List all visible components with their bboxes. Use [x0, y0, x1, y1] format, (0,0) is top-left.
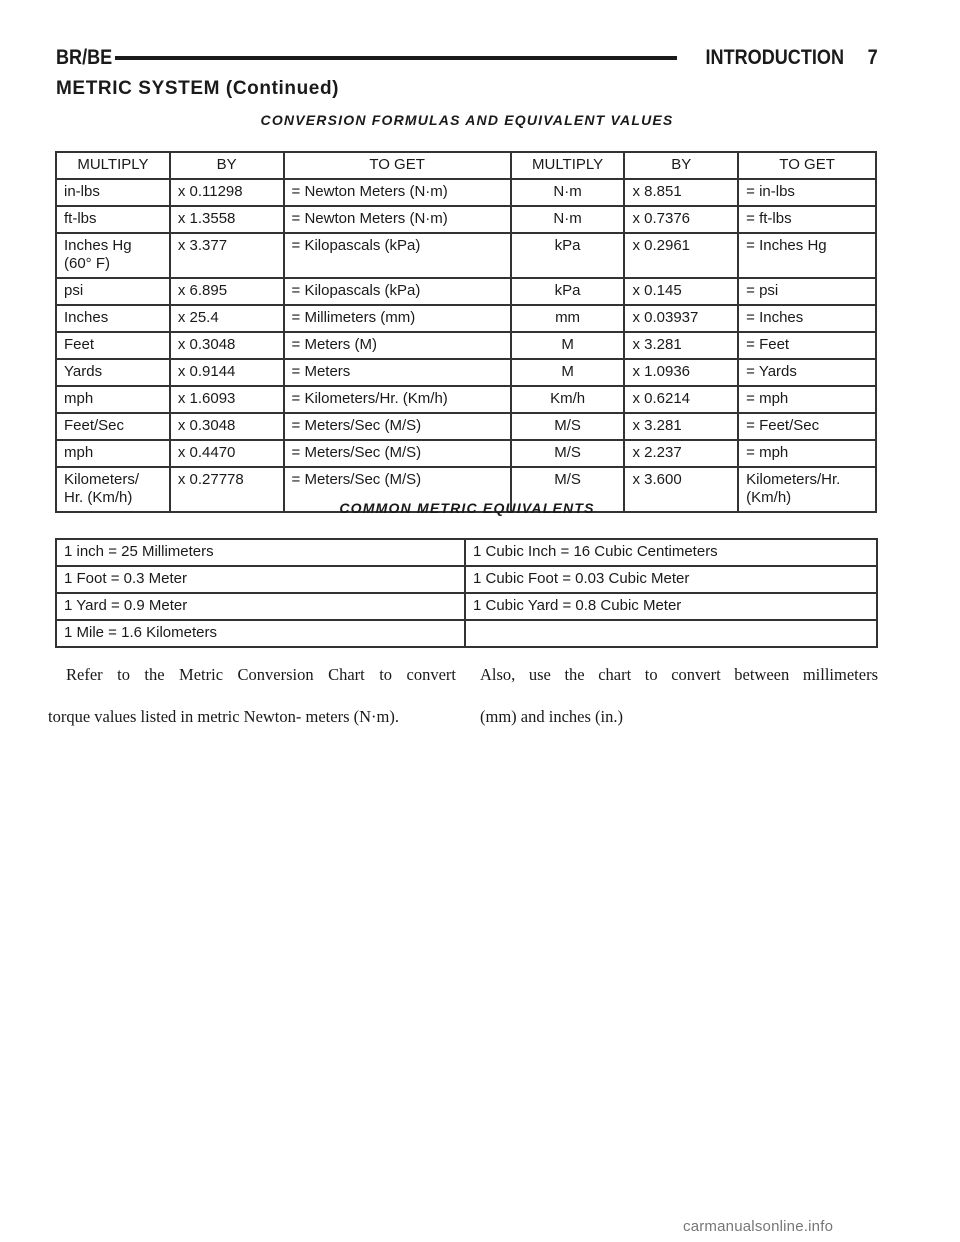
table-cell: M/S [511, 467, 625, 512]
table-cell: = Newton Meters (N·m) [284, 206, 511, 233]
table-cell: x 0.03937 [624, 305, 738, 332]
column-header: MULTIPLY [511, 152, 625, 179]
column-header: BY [170, 152, 284, 179]
conversion-table-header-row [56, 152, 876, 179]
table-cell: 1 Cubic Yard = 0.8 Cubic Meter [465, 593, 877, 620]
table-row [56, 206, 876, 233]
page-header [56, 42, 878, 74]
body-line: Refer to the Metric Conversion Chart to convert [66, 665, 456, 684]
table-cell: x 6.895 [170, 278, 284, 305]
table-cell: x 2.237 [624, 440, 738, 467]
table-cell: = Meters [284, 359, 511, 386]
table-cell: = Inches [738, 305, 876, 332]
table-cell: Inches [56, 305, 170, 332]
table-cell: M/S [511, 440, 625, 467]
table-row [56, 620, 877, 647]
table-cell: x 1.0936 [624, 359, 738, 386]
table-cell: = Newton Meters (N·m) [284, 179, 511, 206]
table-cell: = Meters (M) [284, 332, 511, 359]
table-cell: x 0.6214 [624, 386, 738, 413]
body-line: torque values listed in metric Newton- meters (N·m). [48, 707, 399, 726]
table-cell: 1 Cubic Inch = 16 Cubic Centimeters [465, 539, 877, 566]
table-row [56, 440, 876, 467]
table-cell: Inches Hg (60° F) [56, 233, 170, 278]
table-cell: x 0.4470 [170, 440, 284, 467]
table-cell: x 0.3048 [170, 413, 284, 440]
body-line: (mm) and inches (in.) [480, 707, 623, 726]
table-row [56, 305, 876, 332]
common-equivalents-table [55, 538, 878, 648]
body-paragraph-right [480, 664, 878, 727]
table-cell: x 0.145 [624, 278, 738, 305]
table-row [56, 179, 876, 206]
table-cell: = Millimeters (mm) [284, 305, 511, 332]
header-page-number: 7 [867, 46, 878, 69]
table-cell: Feet/Sec [56, 413, 170, 440]
common-table-title: COMMON METRIC EQUIVALENTS [339, 500, 595, 516]
table-cell: = Feet/Sec [738, 413, 876, 440]
table-cell: ft-lbs [56, 206, 170, 233]
table-cell: x 1.3558 [170, 206, 284, 233]
table-cell: 1 Mile = 1.6 Kilometers [56, 620, 465, 647]
table-cell: Km/h [511, 386, 625, 413]
body-line: Also, use the chart to convert between millimeters [480, 665, 878, 684]
body-paragraph-left [48, 664, 456, 727]
table-cell: = in-lbs [738, 179, 876, 206]
table-cell: = Kilopascals (kPa) [284, 278, 511, 305]
table-cell: = mph [738, 386, 876, 413]
table-cell: = Yards [738, 359, 876, 386]
conversion-table-title: CONVERSION FORMULAS AND EQUIVALENT VALUES [260, 112, 674, 128]
table-cell [465, 620, 877, 647]
column-header: BY [624, 152, 738, 179]
table-cell: Feet [56, 332, 170, 359]
table-cell: x 0.27778 [170, 467, 284, 512]
table-row [56, 278, 876, 305]
table-cell: = Meters/Sec (M/S) [284, 440, 511, 467]
conversion-table [55, 151, 877, 513]
table-cell: x 3.377 [170, 233, 284, 278]
header-rule [115, 56, 677, 60]
table-cell: 1 Cubic Foot = 0.03 Cubic Meter [465, 566, 877, 593]
column-header: MULTIPLY [56, 152, 170, 179]
table-row [56, 593, 877, 620]
table-cell: = psi [738, 278, 876, 305]
table-cell: x 25.4 [170, 305, 284, 332]
header-model: BR/BE [56, 46, 113, 69]
table-cell: x 3.600 [624, 467, 738, 512]
table-row [56, 233, 876, 278]
table-cell: 1 inch = 25 Millimeters [56, 539, 465, 566]
table-cell: x 1.6093 [170, 386, 284, 413]
table-cell: Kilometers/Hr. (Km/h) [738, 467, 876, 512]
column-header: TO GET [284, 152, 511, 179]
table-cell: Kilometers/ Hr. (Km/h) [56, 467, 170, 512]
table-cell: x 0.7376 [624, 206, 738, 233]
table-cell: x 3.281 [624, 332, 738, 359]
table-cell: mph [56, 386, 170, 413]
table-cell: 1 Yard = 0.9 Meter [56, 593, 465, 620]
footer-watermark: carmanualsonline.info [683, 1218, 834, 1235]
table-row [56, 539, 877, 566]
header-chapter: INTRODUCTION [705, 46, 845, 69]
table-cell: = Feet [738, 332, 876, 359]
table-row [56, 359, 876, 386]
table-cell: mph [56, 440, 170, 467]
table-cell: M/S [511, 413, 625, 440]
table-cell: N·m [511, 179, 625, 206]
section-title: METRIC SYSTEM (Continued) [56, 78, 340, 99]
table-cell: = ft-lbs [738, 206, 876, 233]
table-row [56, 566, 877, 593]
table-cell: kPa [511, 278, 625, 305]
table-cell: = mph [738, 440, 876, 467]
table-row [56, 386, 876, 413]
table-cell: Yards [56, 359, 170, 386]
table-cell: = Inches Hg [738, 233, 876, 278]
table-cell: x 8.851 [624, 179, 738, 206]
table-cell: M [511, 332, 625, 359]
table-cell: = Meters/Sec (M/S) [284, 467, 511, 512]
table-cell: x 0.2961 [624, 233, 738, 278]
table-cell: 1 Foot = 0.3 Meter [56, 566, 465, 593]
table-cell: = Meters/Sec (M/S) [284, 413, 511, 440]
table-cell: x 0.3048 [170, 332, 284, 359]
table-cell: = Kilometers/Hr. (Km/h) [284, 386, 511, 413]
table-cell: kPa [511, 233, 625, 278]
table-cell: x 0.11298 [170, 179, 284, 206]
table-cell: = Kilopascals (kPa) [284, 233, 511, 278]
column-header: TO GET [738, 152, 876, 179]
table-cell: in-lbs [56, 179, 170, 206]
table-cell: x 0.9144 [170, 359, 284, 386]
table-cell: M [511, 359, 625, 386]
table-cell: mm [511, 305, 625, 332]
table-row [56, 413, 876, 440]
table-cell: N·m [511, 206, 625, 233]
table-cell: psi [56, 278, 170, 305]
table-row [56, 332, 876, 359]
table-cell: x 3.281 [624, 413, 738, 440]
